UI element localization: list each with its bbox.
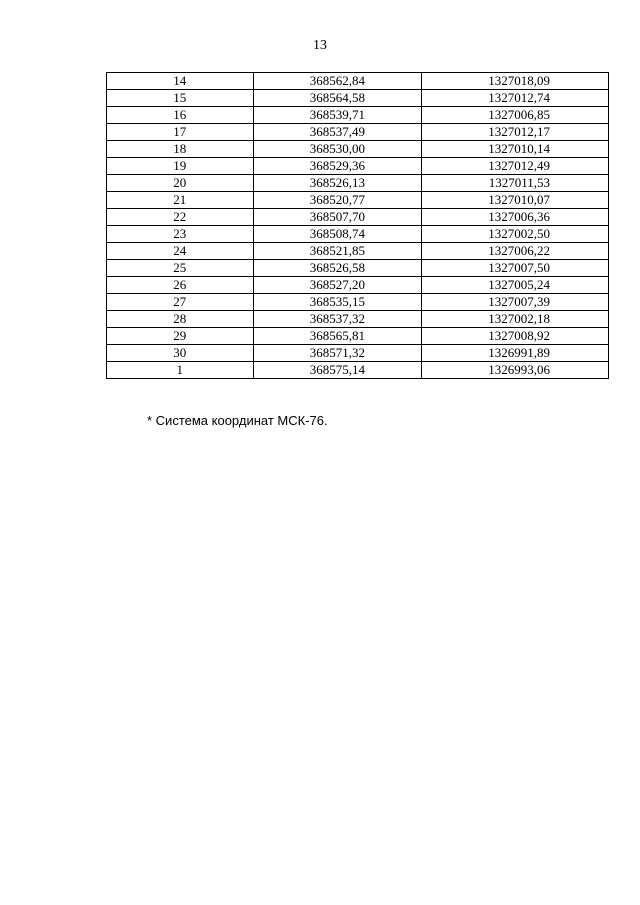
point-number-cell: 15 xyxy=(107,90,254,107)
coordinates-table xyxy=(106,72,609,379)
point-number-cell: 16 xyxy=(107,107,254,124)
y-coordinate-cell: 1327006,85 xyxy=(422,107,609,124)
table-row xyxy=(107,243,609,260)
x-coordinate-cell: 368527,20 xyxy=(253,277,422,294)
y-coordinate-cell: 1327011,53 xyxy=(422,175,609,192)
table-row xyxy=(107,124,609,141)
table-row xyxy=(107,345,609,362)
point-number-cell: 29 xyxy=(107,328,254,345)
table-row xyxy=(107,209,609,226)
x-coordinate-cell: 368526,58 xyxy=(253,260,422,277)
table-row xyxy=(107,141,609,158)
table-row xyxy=(107,328,609,345)
x-coordinate-cell: 368530,00 xyxy=(253,141,422,158)
x-coordinate-cell: 368521,85 xyxy=(253,243,422,260)
point-number-cell: 1 xyxy=(107,362,254,379)
x-coordinate-cell: 368571,32 xyxy=(253,345,422,362)
table-row xyxy=(107,90,609,107)
table-row xyxy=(107,175,609,192)
table-row xyxy=(107,260,609,277)
point-number-cell: 19 xyxy=(107,158,254,175)
point-number-cell: 21 xyxy=(107,192,254,209)
x-coordinate-cell: 368565,81 xyxy=(253,328,422,345)
x-coordinate-cell: 368537,32 xyxy=(253,311,422,328)
point-number-cell: 27 xyxy=(107,294,254,311)
x-coordinate-cell: 368537,49 xyxy=(253,124,422,141)
point-number-cell: 18 xyxy=(107,141,254,158)
point-number-cell: 20 xyxy=(107,175,254,192)
table-row xyxy=(107,362,609,379)
y-coordinate-cell: 1327008,92 xyxy=(422,328,609,345)
x-coordinate-cell: 368539,71 xyxy=(253,107,422,124)
table-row xyxy=(107,192,609,209)
x-coordinate-cell: 368526,13 xyxy=(253,175,422,192)
x-coordinate-cell: 368508,74 xyxy=(253,226,422,243)
x-coordinate-cell: 368507,70 xyxy=(253,209,422,226)
y-coordinate-cell: 1327007,50 xyxy=(422,260,609,277)
coordinates-table-body xyxy=(107,73,609,379)
point-number-cell: 28 xyxy=(107,311,254,328)
y-coordinate-cell: 1326993,06 xyxy=(422,362,609,379)
point-number-cell: 24 xyxy=(107,243,254,260)
y-coordinate-cell: 1327010,14 xyxy=(422,141,609,158)
table-row xyxy=(107,107,609,124)
table-row xyxy=(107,226,609,243)
y-coordinate-cell: 1327006,36 xyxy=(422,209,609,226)
point-number-cell: 14 xyxy=(107,73,254,90)
x-coordinate-cell: 368562,84 xyxy=(253,73,422,90)
point-number-cell: 30 xyxy=(107,345,254,362)
x-coordinate-cell: 368520,77 xyxy=(253,192,422,209)
y-coordinate-cell: 1327018,09 xyxy=(422,73,609,90)
page-number: 13 xyxy=(313,38,327,53)
coordinate-system-footnote: * Система координат МСК-76. xyxy=(147,413,328,428)
y-coordinate-cell: 1326991,89 xyxy=(422,345,609,362)
table-row xyxy=(107,277,609,294)
x-coordinate-cell: 368575,14 xyxy=(253,362,422,379)
point-number-cell: 17 xyxy=(107,124,254,141)
x-coordinate-cell: 368564,58 xyxy=(253,90,422,107)
table-row xyxy=(107,158,609,175)
y-coordinate-cell: 1327012,17 xyxy=(422,124,609,141)
y-coordinate-cell: 1327012,49 xyxy=(422,158,609,175)
table-row xyxy=(107,294,609,311)
x-coordinate-cell: 368535,15 xyxy=(253,294,422,311)
y-coordinate-cell: 1327006,22 xyxy=(422,243,609,260)
y-coordinate-cell: 1327002,50 xyxy=(422,226,609,243)
point-number-cell: 25 xyxy=(107,260,254,277)
y-coordinate-cell: 1327002,18 xyxy=(422,311,609,328)
x-coordinate-cell: 368529,36 xyxy=(253,158,422,175)
table-row xyxy=(107,311,609,328)
point-number-cell: 26 xyxy=(107,277,254,294)
table-row xyxy=(107,73,609,90)
y-coordinate-cell: 1327005,24 xyxy=(422,277,609,294)
point-number-cell: 23 xyxy=(107,226,254,243)
y-coordinate-cell: 1327010,07 xyxy=(422,192,609,209)
y-coordinate-cell: 1327007,39 xyxy=(422,294,609,311)
point-number-cell: 22 xyxy=(107,209,254,226)
y-coordinate-cell: 1327012,74 xyxy=(422,90,609,107)
